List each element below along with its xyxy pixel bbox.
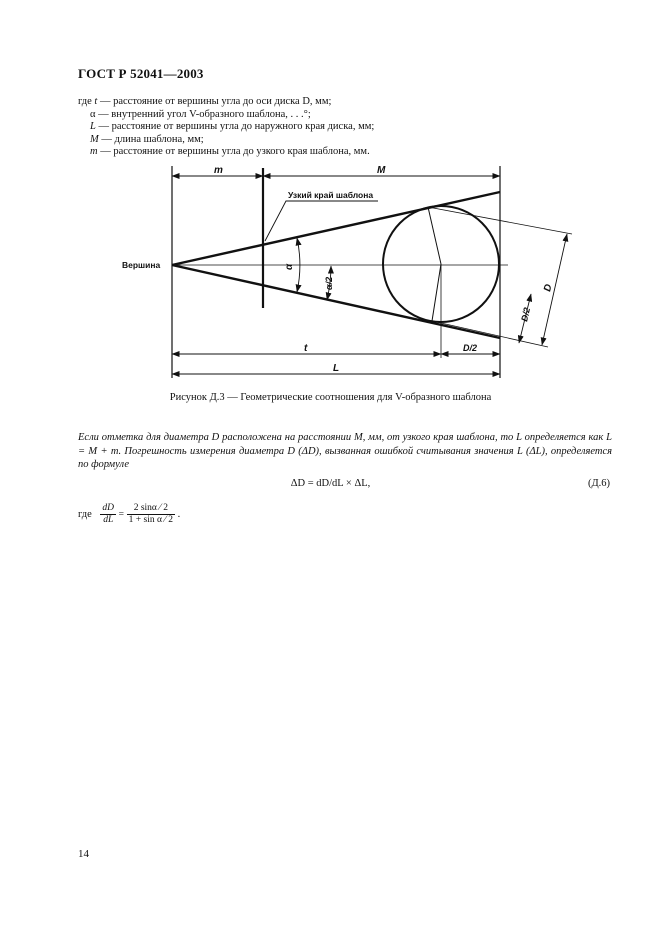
vertex-label: Вершина (122, 260, 161, 270)
definition-L (78, 121, 374, 134)
t-label: t (304, 343, 308, 354)
D-label: D (542, 283, 555, 293)
rhs-fraction (127, 503, 175, 526)
definition-M (78, 134, 374, 147)
figure-caption: Рисунок Д.3 — Геометрические соотношения для V-образного шаблона (169, 392, 492, 403)
v-lower-arm (172, 265, 500, 338)
definition-text: — внутренний угол V-образного шаблона, . . .°; (95, 108, 311, 120)
definition-text: — расстояние от вершины угла до узкого края шаблона, мм. (97, 146, 370, 158)
lhs-denominator: dL (103, 515, 114, 525)
where-label: где (78, 509, 92, 520)
D-half-label: D/2 (519, 306, 533, 323)
definition-symbol: t (94, 96, 98, 107)
definition-text: — длина шаблона, мм; (98, 133, 204, 145)
alpha-half-label: α/2 (324, 276, 334, 290)
symbol-definitions (78, 96, 374, 159)
formula: ΔD = dD/dL × ΔL, (290, 478, 371, 489)
L-label: L (333, 363, 340, 374)
definition-alpha (78, 109, 374, 122)
alpha-label: α (284, 263, 295, 270)
lhs-fraction (100, 503, 116, 526)
where-end: . (177, 509, 181, 520)
definition-text: — расстояние от вершины угла до оси диска D, мм; (97, 96, 332, 107)
formula-number: (Д.6) (588, 478, 611, 489)
narrow-edge-label: Узкий край шаблона (288, 190, 374, 200)
document-header: ГОСТ Р 52041—2003 (78, 66, 204, 81)
equals-sign: = (118, 509, 125, 520)
page-number: 14 (78, 848, 89, 860)
v-upper-arm (172, 192, 500, 265)
rhs-numerator: 2 sinα ⁄ 2 (127, 503, 175, 515)
radius-lower (432, 264, 441, 321)
rhs-denominator: 1 + sin α ⁄ 2 (128, 515, 174, 525)
where-clause (78, 503, 180, 526)
lhs-numerator: dD (102, 503, 115, 513)
D-half-bottom-label: D/2 (463, 343, 478, 353)
narrow-edge-leader (265, 201, 378, 241)
body-paragraph: Если отметка для диаметра D расположена на расстоянии M, мм, от узкого края шаблона, то L определяется как L = M + m. Погрешность измерения диаметра D (ΔD), вызванная ошибкой считывания значения L (ΔL), определяется по формуле (78, 432, 612, 470)
M-label: M (377, 165, 386, 176)
definition-symbol: L (90, 121, 96, 133)
v-template-figure (0, 160, 661, 390)
definition-symbol: m (90, 146, 98, 158)
definition-symbol: α (90, 108, 96, 120)
m-label: m (214, 165, 223, 176)
definition-t (78, 96, 374, 109)
radius-upper (428, 207, 441, 264)
d-extension-lower (432, 321, 548, 347)
definition-symbol: M (90, 133, 99, 145)
definition-prefix: где (78, 96, 95, 107)
definition-m (78, 146, 374, 159)
definition-text: — расстояние от вершины угла до наружного края диска, мм; (95, 121, 375, 133)
